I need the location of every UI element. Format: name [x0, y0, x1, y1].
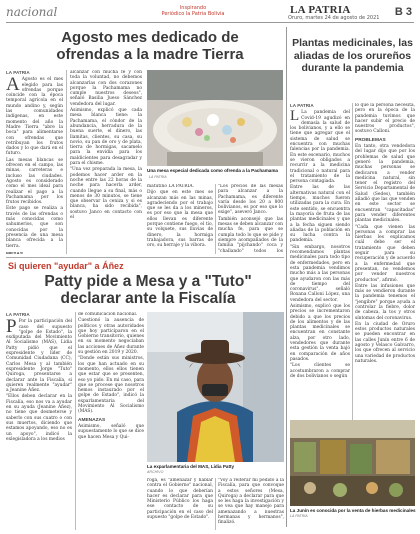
- story3-headline: Patty pide a Mesa y a "Tuto" declarar ante la Fiscalía: [44, 273, 252, 307]
- story3-column-2: [78, 312, 144, 530]
- story2-caption-text: La Junín es conocida por la venta de hierbas medicinales: [290, 508, 416, 513]
- header-slogan-line2: Periódico la Patria Bolivia: [161, 11, 225, 17]
- sidebar-divider: [286, 27, 287, 527]
- story2-byline: LA PATRIA: [290, 103, 314, 108]
- story1-col1-text: Agosto es el mes elegido para las ofrendas porque coincide con la época temporal agrícola en el mundo andino y, según las comunidades indígenas, en este momento del año la Madre Tierra "abre la boca" para alimentarse con ofrendas que retribuyan los frutos dados y lo que dará en el futuro.: [6, 77, 63, 157]
- story1-col1-para2: Las mesas blancas se ofrecen en el campo, las minas, carreteras e incluso las ciudades. Agosto es considerado como el mes ideal para realizar el pago a la Pachamama por los frutos recibidos.: [6, 157, 63, 206]
- header-slogan-line1: Inspirando: [179, 5, 207, 11]
- story1-dropcap: A: [6, 74, 20, 96]
- story1-col-divider-2: [215, 184, 216, 254]
- story1-col4-para2: También aconsejó que las mesas se deben alcanzar con mucha fe, para que se cumpla todo lo que se pide y siempre acompañados de la familia "pijchando" coca y "challando" todos los: [218, 216, 283, 254]
- story2-col1-para4: Asimismo, explicó que los precios se incrementaron debido a que los precios de los alimentos y de las plantas medicinales se encuentran en constante alza, por otro lado, vendedores que durante esta gestión la venta bajó en comparación de años pasados.: [290, 303, 350, 362]
- story3-photo-caption: [147, 464, 284, 475]
- story3-photo-lidia-patty: [147, 312, 284, 462]
- header-divider: [6, 22, 414, 23]
- story3-caption-credit: ARCHIVO: [147, 469, 164, 474]
- story2-headline: Plantas medicinales, las aliadas de los orureños durante la pandemia: [292, 37, 413, 74]
- header-slogan: [158, 5, 228, 17]
- story1-headline: Agosto mes dedicado de ofrendas a la madre Tierra: [56, 29, 244, 63]
- story2-col2-para5: En la ciudad de Oruro estos productos naturales se pueden encontrar en las calles Junín entre 6 de agosto y Velasco Galvarro, los que ofrecen al servicio una variedad de productos naturales.: [355, 321, 415, 364]
- story1-col2-para3: "Una vez preparada la mesa, la podemos hacer arder en la noche entre las 22 horas de la noche para hacerla arder, cuando llegue a su final, más o menos de 30 minutos, se tiene que observar la ceniza y si es blanca, ha sido recibida", sostuvo Janco en contacto con el: [70, 167, 142, 221]
- story2-dropcap: L: [290, 108, 300, 125]
- story1-col1-para3: Este pago se realiza a través de las ofrendas o más conocidas como sahumerios, que son conocidas por la presencia de una mesa blanca ofrecida a la tierra.: [6, 206, 63, 249]
- story3-col-divider-1: [75, 312, 76, 530]
- story2-photo-caption: [290, 508, 416, 519]
- hierbas-market-image: [290, 420, 415, 506]
- mesa-blanca-image: [147, 70, 283, 166]
- story1-photo-mesa-blanca: [147, 70, 283, 166]
- story2-col2-para2: En tanto, otra vendedora del lugar dijo que por los problemas de salud que generó la pandemia, muchas personas se dedicaron a vender medicina natural, sin tener el registro del Servicio Departamental de Salud (Sedes), también añadió que las que venden en este sector se encuentran "capacitadas" para vender diferentes plantas medicinales.: [355, 144, 415, 224]
- story3-caption-text: La exparlamentaria del MAS, Lidia Patty: [147, 464, 235, 469]
- story3-col-divider-2: [215, 478, 216, 530]
- lidia-patty-image: [147, 312, 284, 462]
- section-label: nacional: [6, 5, 58, 19]
- story2-caption-credit: LA PATRIA: [290, 513, 308, 518]
- story2-col1-para5: "Los clientes se acostumbraron a comprar de dos bolivianos o según: [290, 363, 350, 379]
- story2-subhead-problemas: PROBLEMAS: [355, 137, 386, 143]
- story1-byline: LA PATRIA: [6, 70, 30, 75]
- story3-top-divider: [6, 257, 284, 258]
- story1-col-divider-1: [66, 70, 67, 254]
- story3-col4-text: "Voy a reiterar mi pedido a la Fiscalía, para que convoque a estos señores (Mesa, Quiroga) a declarar para que se les haga la investigación y se vea que hay manejo para amenazando a nuestras hermanas y hermanos", finalizó.: [218, 478, 284, 526]
- issue-date: Oruro, martes 24 de agosto de 2021: [288, 15, 380, 21]
- page-number: B 3: [394, 6, 412, 18]
- story2-col1-para3: "Sin embargo, nosotros recomendamos plantas medicinales para todo tipo de enfermedades, pero en esta pandemia vendimos mucho más a las personas que ayudaron con las más de tiempo del coronavirus", señaló Roxana Calloni López, una vendedora del sector.: [290, 244, 350, 303]
- story1-column-1: [6, 70, 63, 254]
- story3-col2-para4: Asimismo, señaló que supuestamente lo que se dice que hacen Mesa y Qui-: [78, 423, 144, 440]
- story2-col1-para2: Entre las de las alternativas natural con el tiempo, muchos fueron utilizadas para la cura. En este sentido, se encuentra la mayoría de fruta de las plantas medicinales y que a la fecha siguen siendo aliadas de la población en su lucha contra la pandemia.: [290, 185, 350, 244]
- story3-subhead-amenazas: AMENAZAS: [78, 417, 106, 423]
- story3-col1-para2: "Ellos deben declarar en la Fiscalía, eso nos va a ayudar en su ayuda (Jeanine Áñez), no tiene que desmeterse y saberlo con sus cuatro o con sus muertos, diciendo que estamos apoyando, eso no es un apoyo", indicó la exlegisladora a los medios: [6, 394, 72, 442]
- story1-column-3: [147, 184, 213, 254]
- story2-col1-text: La pandemia del Covid-19 agudizó en demasía la salud de los bolivianos, y a ello se tiene que agregar que el sistema de salud se encuentra con muchas falencias por la pandemia. En este escenario, muchos se vieron obligados a recurrir a la medicina tradicional o natural para el tratamiento de la persona contagiada.: [290, 110, 350, 185]
- story1-caption-text: Una mesa especial dedicada como ofrenda a la Pachamama: [147, 168, 278, 173]
- story3-column-1: [6, 312, 72, 530]
- story1-col3-text: matutino LA PATRIA.: [147, 184, 194, 189]
- story3-kicker: Si quieren "ayudar" a Áñez: [8, 261, 124, 271]
- story1-column-4: [218, 184, 283, 254]
- story3-dropcap: P: [6, 316, 17, 338]
- story3-col2-text: de comunicación nacional.: [78, 312, 138, 317]
- story2-col2-para3: "Cada que vienen las personas a comprar las hierbas les explicamos cuál debe ser el tratamiento que deben seguir para su recuperación y de acuerdo a la enfermedad que presentan, no vendemos por vender nuestros productos", afirmó.: [355, 224, 415, 283]
- story1-col2-text: alcanzar con mucha fe y con toda la voluntad, no debemos alcanzarlas con dos corazones porque la Pachamama no cumple nuestros deseos", señaló Basilia Jueso Sánchez vendedora del lugar.: [70, 70, 142, 107]
- story2-photo-hierbas: [290, 420, 415, 506]
- story3-col3-text: roga, es "amenazar y hablar contra el Gobierno" nacional, cuando lo que deberían hacer es declarar para que Ministerio Público los haga ese contacto de su participación en el caso del supuesto "golpe de Estado".: [147, 478, 213, 521]
- story1-col3-para2: Dijo que en este mes se alcanzan más en las minas, agradeciendo por el trabajo que se les da a los mineros, es por eso que la mesa que ellos llevan es diferente porque contiene fuego, el tío, su volquete, sus lluvias de dinero, la hormiga trabajadora, sus barras de oro, su herraje y la vibora.: [147, 190, 213, 249]
- story1-subhead-mesas: [6, 252, 63, 254]
- story3-col1-text: Por la participación del caso del supuesto "golpe de Estado", la exdiputada del Movimiento Al Socialismo (MAS), Lidia Patty pidió que el expresidente y líder de Comunidad Ciudadana (CC), Carlos Mesa y al también expresidente Jorge "Tuto" Quiroga, presentarse a declarar ante la Fiscalía, si quieren realmente "ayudar" a Jeanine Áñez.: [6, 319, 72, 394]
- story1-col4-text: "Los precios de las mesas para alcanzar a la Pachamama, es diferente varía desde los 20 a 800 bolivianos, es por eso que lo exige", aseveró Janco.: [218, 184, 283, 216]
- story3-col2-para3: "Donde están sus ministros, los que han actuado en su momento, ellos ellos tienen que estar que se presenten, eso yo pido. En mi caso, para que se procese que nosotros hemos instaurado por el golpe de Estado", indicó la exparlamentaria del Movimiento Al Socialismo (MAS).: [78, 356, 144, 415]
- story1-photo-caption: [147, 168, 283, 180]
- story3-column-4: [218, 478, 284, 530]
- story3-byline: LA PATRIA: [6, 312, 30, 317]
- story2-col2-para4: Entre las infusiones que más se vendieron durante la pandemia tenemos el "jengibre" porque ayuda a controlar la fiebre, dolor de cabeza, la tos y otros síntomas del coronavirus.: [355, 283, 415, 321]
- story3-col2-para2: Cuestionó la ausencia de políticos y otras autoridades que hoy participaron en el Gobierno transitorio, quienes en su momento negociaban las acciones de Áñez durante su gestión en 2019 y 2020.: [78, 318, 144, 356]
- story3-column-3: [147, 478, 213, 530]
- story2-col2-text: lo que la persona necesita, pero en la época de la pandemia tuvimos que hacer subir el precio de nuestros productos", sostuvo Calloni.: [355, 103, 415, 135]
- story1-col2-para2: Asimismo, explicó que cada mesa blanca tiene: la Pachamama, el cóndor de la abundancia, herradura de la buena suerte, el dinero, las llamitas, clientes, su casa, su novio, su pan de oro y de plata, tierra de hormigas, sacamelo para la envidia para los maldicientes para desagradar y para el chisme.: [70, 108, 142, 167]
- newspaper-name: LA PATRIA: [290, 4, 351, 16]
- story1-caption-credit: LA PATRIA: [149, 174, 167, 179]
- story1-column-2: [70, 70, 142, 254]
